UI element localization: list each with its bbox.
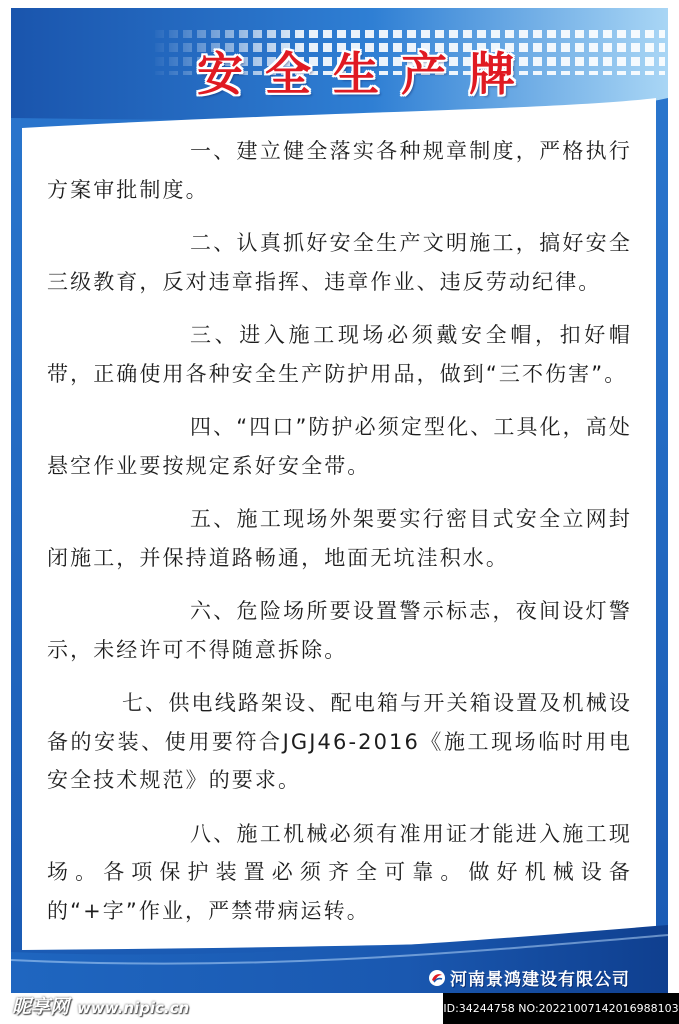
rule-item-7: 七、供电线路架设、配电箱与开关箱设置及机械设备的安装、使用要符合JGJ46-2016《施工现场临时用电安全技术规范》的要求。 <box>47 691 632 792</box>
rule-item-6: 六、危险场所要设置警示标志，夜间设灯警示，未经许可不得随意拆除。 <box>47 599 632 662</box>
rule-item-8: 八、施工机械必须有准用证才能进入施工现场。各项保护装置必须齐全可靠。做好机械设备的“+字”作业，严禁带病运转。 <box>47 821 632 923</box>
rules-list <box>47 132 632 945</box>
rule-item-1: 一、建立健全落实各种规章制度，严格执行方案审批制度。 <box>47 139 632 202</box>
nipic-watermark <box>12 992 189 1019</box>
rule-item-3: 三、进入施工现场必须戴安全帽，扣好帽带，正确使用各种安全生产防护用品，做到“三不伤害”。 <box>47 323 632 386</box>
rule-item-5: 五、施工现场外架要实行密目式安全立网封闭施工，并保持道路畅通，地面无坑洼积水。 <box>47 507 632 570</box>
company-signature <box>428 965 630 990</box>
company-name: 河南景鸿建设有限公司 <box>450 970 630 990</box>
image-id-strip <box>443 993 679 1024</box>
watermark-url: www.nipic.cn <box>77 999 190 1017</box>
company-logo-icon <box>428 969 446 987</box>
image-id-text: ID:34244758 NO:20221007142016988103 <box>443 1002 679 1015</box>
watermark-brand: 昵享网 <box>12 996 70 1018</box>
rule-item-2: 二、认真抓好安全生产文明施工，搞好安全三级教育，反对违章指挥、违章作业、违反劳动纪律。 <box>47 231 632 294</box>
board-title: 安全生产牌 <box>197 47 537 101</box>
rule-item-4: 四、“四口”防护必须定型化、工具化，高处悬空作业要按规定系好安全带。 <box>47 415 632 478</box>
